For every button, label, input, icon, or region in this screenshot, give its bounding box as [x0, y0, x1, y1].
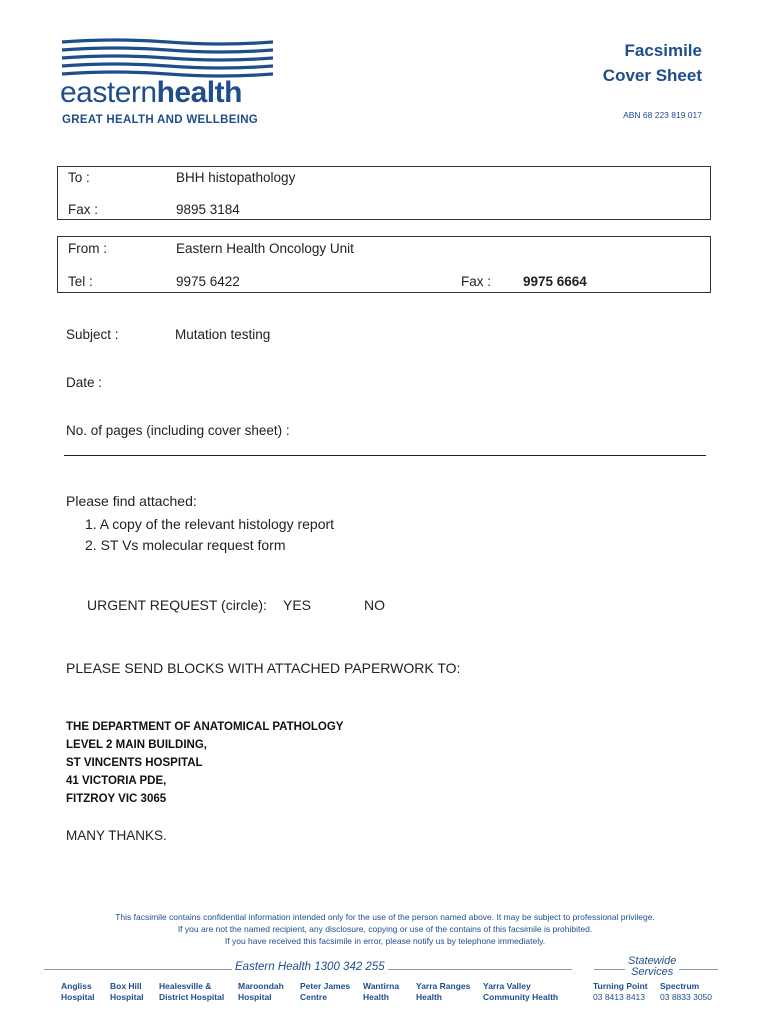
to-label: To : [68, 170, 90, 185]
statewide-services [625, 956, 679, 978]
subject-label: Subject : [66, 327, 119, 342]
disclaimer-line: This facsimile contains confidential information intended only for the use of the person named above. It may be subject to professional privilege. [115, 912, 655, 922]
site-name: Healesville & [159, 981, 212, 991]
statewide-line-1: Statewide [628, 955, 677, 967]
to-value: BHH histopathology [176, 170, 296, 185]
subject-value: Mutation testing [175, 327, 271, 342]
send-instruction: PLEASE SEND BLOCKS WITH ATTACHED PAPERWORK TO: [66, 660, 461, 676]
site-angliss [61, 981, 95, 1003]
site-sub: Health [363, 992, 389, 1002]
section-divider [64, 455, 706, 456]
site-sub: Hospital [110, 992, 144, 1002]
confidentiality-disclaimer [0, 911, 770, 947]
tagline: GREAT HEALTH AND WELLBEING [62, 114, 259, 126]
title-line-2: Cover Sheet [602, 66, 702, 85]
recipient-box [57, 166, 711, 220]
site-box-hill [110, 981, 144, 1003]
disclaimer-line: If you are not the named recipient, any disclosure, copying or use of the contains of this facsimile is prohibited. [177, 924, 593, 934]
title-line-1: Facsimile [624, 41, 702, 60]
brand-light: eastern [60, 76, 157, 109]
site-spectrum [660, 981, 712, 1003]
site-name: Wantirna [363, 981, 400, 991]
site-yarra-ranges [416, 981, 470, 1003]
site-maroondah [238, 981, 284, 1003]
address-line: 41 VICTORIA PDE, [66, 775, 167, 787]
site-name: Yarra Valley [483, 981, 531, 991]
eastern-health-phone: Eastern Health 1300 342 255 [232, 961, 388, 973]
sender-box [57, 236, 711, 293]
attachments-list [85, 514, 334, 556]
site-sub: Community Health [483, 992, 559, 1002]
site-yarra-valley [483, 981, 558, 1003]
urgent-label: URGENT REQUEST (circle): [87, 597, 267, 613]
sender-fax-label: Fax : [461, 274, 492, 289]
thanks-note: MANY THANKS. [66, 828, 167, 843]
sender-fax-value: 9975 6664 [523, 274, 587, 289]
disclaimer-line: If you have received this facsimile in error, please notify us by telephone immediately. [224, 936, 546, 946]
from-label: From : [68, 241, 107, 256]
address-line: THE DEPARTMENT OF ANATOMICAL PATHOLOGY [66, 721, 344, 733]
site-name: Turning Point [593, 981, 648, 991]
recipient-fax-value: 9895 3184 [176, 202, 240, 217]
address-line: ST VINCENTS HOSPITAL [66, 757, 203, 769]
site-healesville [159, 981, 224, 1003]
site-sub: Health [416, 992, 442, 1002]
site-sub: Hospital [238, 992, 272, 1002]
address-line: FITZROY VIC 3065 [66, 793, 167, 805]
site-sub: District Hospital [159, 992, 225, 1002]
list-item: 1. A copy of the relevant histology report [85, 516, 335, 532]
document-title [603, 38, 702, 88]
site-turning-point [593, 981, 648, 1003]
tel-label: Tel : [68, 274, 93, 289]
site-sub: Centre [300, 992, 327, 1002]
urgent-no-option: NO [364, 597, 385, 613]
site-name: Peter James [300, 981, 351, 991]
tel-value: 9975 6422 [176, 274, 240, 289]
site-name: Angliss [61, 981, 92, 991]
statewide-line-2: Services [631, 966, 674, 978]
site-name: Yarra Ranges [416, 981, 471, 991]
brand-wordmark [60, 76, 242, 110]
site-name: Maroondah [238, 981, 284, 991]
urgent-yes-option: YES [283, 597, 312, 613]
pages-label: No. of pages (including cover sheet) : [66, 423, 290, 438]
site-sub: 03 8833 3050 [660, 992, 712, 1002]
from-value: Eastern Health Oncology Unit [176, 241, 354, 256]
wave-lines-icon [60, 38, 275, 80]
attachments-intro: Please find attached: [66, 493, 197, 509]
site-sub: 03 8413 8413 [593, 992, 645, 1002]
address-line: LEVEL 2 MAIN BUILDING, [66, 739, 207, 751]
site-wantirna [363, 981, 399, 1003]
date-label: Date : [66, 375, 103, 390]
site-peter-james [300, 981, 350, 1003]
recipient-fax-label: Fax : [68, 202, 99, 217]
abn-number: ABN 68 223 819 017 [623, 110, 702, 120]
site-name: Box Hill [110, 981, 142, 991]
site-name: Spectrum [660, 981, 700, 991]
delivery-address [66, 718, 343, 808]
site-sub: Hospital [61, 992, 95, 1002]
list-item: 2. ST Vs molecular request form [85, 537, 286, 553]
brand-bold: health [156, 76, 242, 109]
